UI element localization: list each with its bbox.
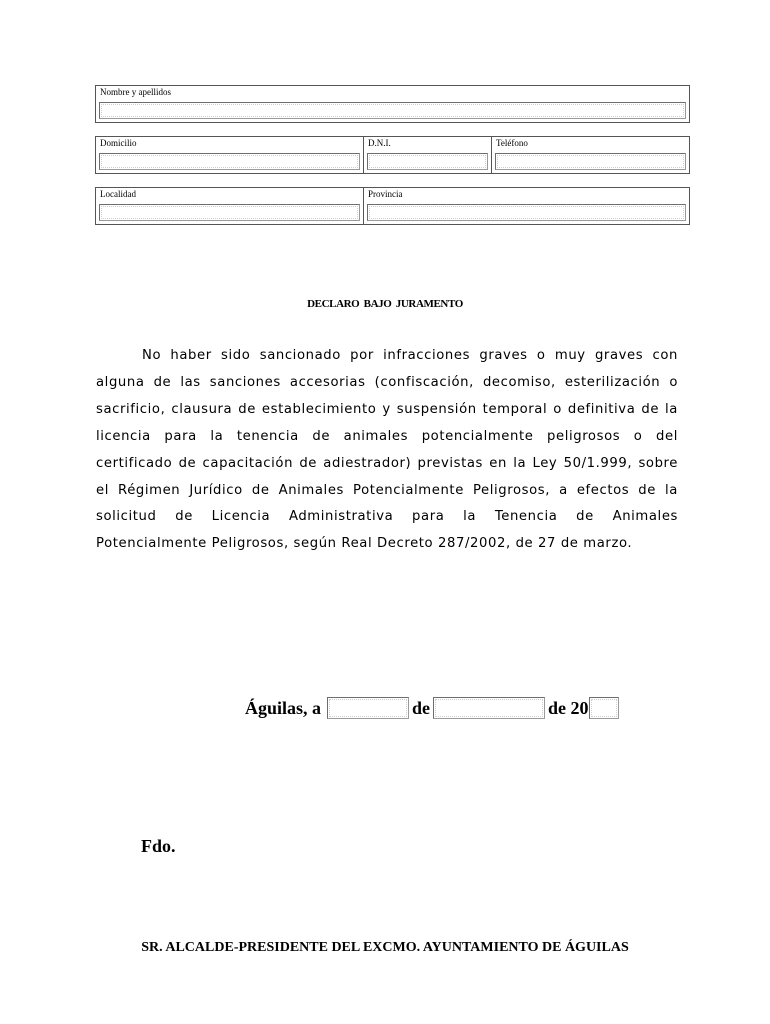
telefono-label: Teléfono xyxy=(496,138,528,148)
addressee-footer: SR. ALCALDE-PRESIDENTE DEL EXCMO. AYUNTAMIENTO DE ÁGUILAS xyxy=(141,940,629,955)
provincia-label: Provincia xyxy=(368,189,403,199)
nombre-cell xyxy=(96,86,689,122)
city-text: Águilas, a xyxy=(245,697,322,718)
de-text: de xyxy=(412,697,431,718)
declaration-heading: DECLARO BAJO JURAMENTO xyxy=(307,298,463,310)
telefono-cell xyxy=(492,137,689,173)
nombre-label: Nombre y apellidos xyxy=(100,87,171,97)
month-input[interactable] xyxy=(433,697,545,719)
declaration-body: No haber sido sancionado por infracciones graves o muy graves con alguna de las sanciones accesorias (confiscación, decomiso, esterilización o sacrificio, clausura de establecimiento y suspensión temporal o definitiva de la licencia para la tenencia de animales potencialmente peligrosos o del certificado de capacitación de adiestrador) previstas en la Ley 50/1.999, sobre el Régimen Jurídico de Animales Potencialmente Peligrosos, a efectos de la solicitud de Licencia Administrativa para la Tenencia de Animales Potencialmente Peligrosos, según Real Decreto 287/2002, de 27 de marzo. xyxy=(96,348,678,552)
dni-input[interactable] xyxy=(367,153,488,170)
localidad-label: Localidad xyxy=(100,189,136,199)
nombre-input[interactable] xyxy=(99,102,686,119)
localidad-cell xyxy=(96,188,364,224)
signature-label: Fdo. xyxy=(141,836,176,856)
domicilio-input[interactable] xyxy=(99,153,360,170)
dni-label: D.N.I. xyxy=(368,138,391,148)
year-input[interactable] xyxy=(589,697,619,719)
dni-cell xyxy=(364,137,492,173)
place-date-line xyxy=(245,693,619,723)
domicilio-row xyxy=(95,136,690,174)
localidad-input[interactable] xyxy=(99,204,360,221)
domicilio-cell xyxy=(96,137,364,173)
provincia-input[interactable] xyxy=(367,204,686,221)
domicilio-label: Domicilio xyxy=(100,138,137,148)
year-text: de 20 xyxy=(548,697,589,718)
nombre-row xyxy=(95,85,690,123)
provincia-cell xyxy=(364,188,689,224)
localidad-row xyxy=(95,187,690,225)
telefono-input[interactable] xyxy=(495,153,686,170)
day-input[interactable] xyxy=(327,697,409,719)
